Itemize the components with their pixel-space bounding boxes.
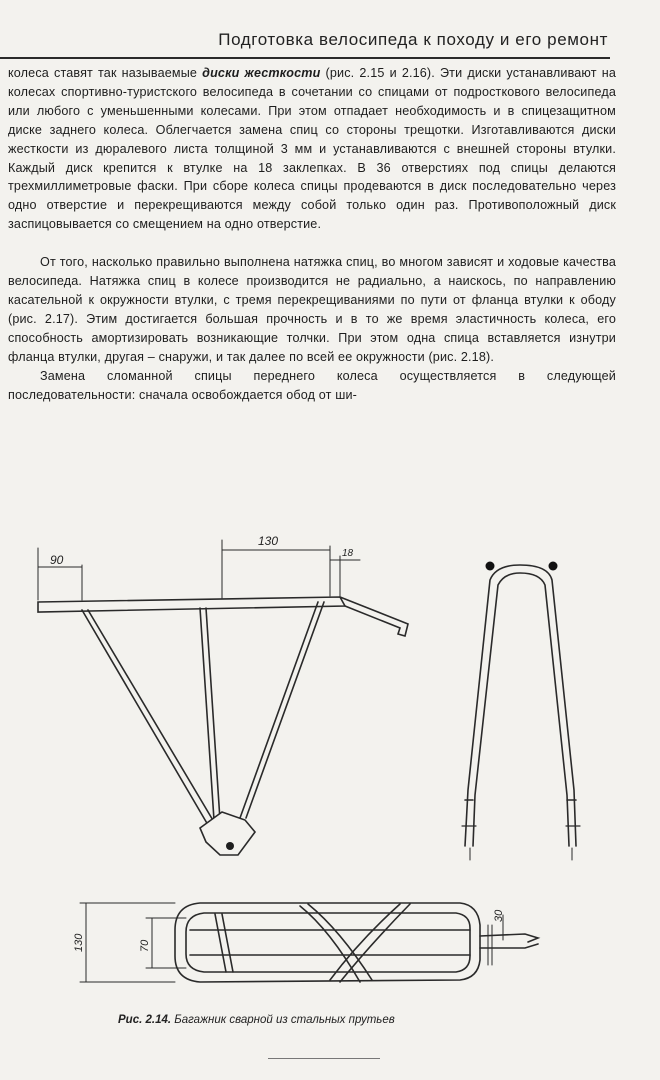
dim-70: 70 [139,939,151,952]
dim-130-top: 130 [258,534,279,548]
running-title: Подготовка велосипеда к походу и его ремонт [218,30,608,49]
rack-front-view [462,562,580,861]
dim-18: 18 [342,548,354,559]
figure-caption [118,1014,558,1026]
dim-30: 30 [493,909,505,922]
paragraph-1-rest: (рис. 2.15 и 2.16). Эти диски устанавливают на колесах спортивно-туристского велосипеда в сочетании со спицами от подросткового велосипеда или любого с уменьшенными колесами. При этом отпадает необходимость и в спицезащитном диске заднего колеса. Облегчается замена спиц со стороны трещотки. Изготавливаются диски жесткости из дюралевого листа толщиной 3 мм и устанавливаются с внешней стороны втулки. Каждый диск крепится к втулке на 18 заклепках. В 36 отверстиях под спицы делаются трехмиллиметровые фаски. При сборе колеса спицы продеваются в диск последовательно через одно отверстие и перекрещиваются между собой только один раз. Противоположный диск заспицовывается со смещением на одно отверстие. [8,66,616,232]
dim-90: 90 [50,553,64,567]
paragraph-3: Замена сломанной спицы переднего колеса осуществляется в следующей последовательности: сначала освобождается обод от ши- [8,368,616,402]
caption-text: Багажник сварной из стальных прутьев [171,1014,395,1026]
rack-side-view [38,540,408,855]
term-stiffness-discs: диски жесткости [202,66,321,80]
paragraph-2: От того, насколько правильно выполнена натяжка спиц, во многом зависят и ходовые качества велосипеда. Натяжка спиц в колесе производится не радиально, а наискось, по направлению касательной к окружности втулки, с тремя перекрещиваниями по пути от фланца втулки к ободу (рис. 2.17). Этим достигается большая прочность и в то же время эластичность колеса, его способность амортизировать возникающие толчки. При этом одна спица вставляется изнутри фланца втулки, другая – снаружи, и так далее по всей ее окружности (рис. 2.18). [8,255,616,364]
caption-label: Рис. 2.14. [118,1014,172,1026]
dim-130-side: 130 [73,933,85,952]
paragraph-1-start: колеса ставят так называемые [8,66,203,80]
footer-rule [268,1058,380,1059]
